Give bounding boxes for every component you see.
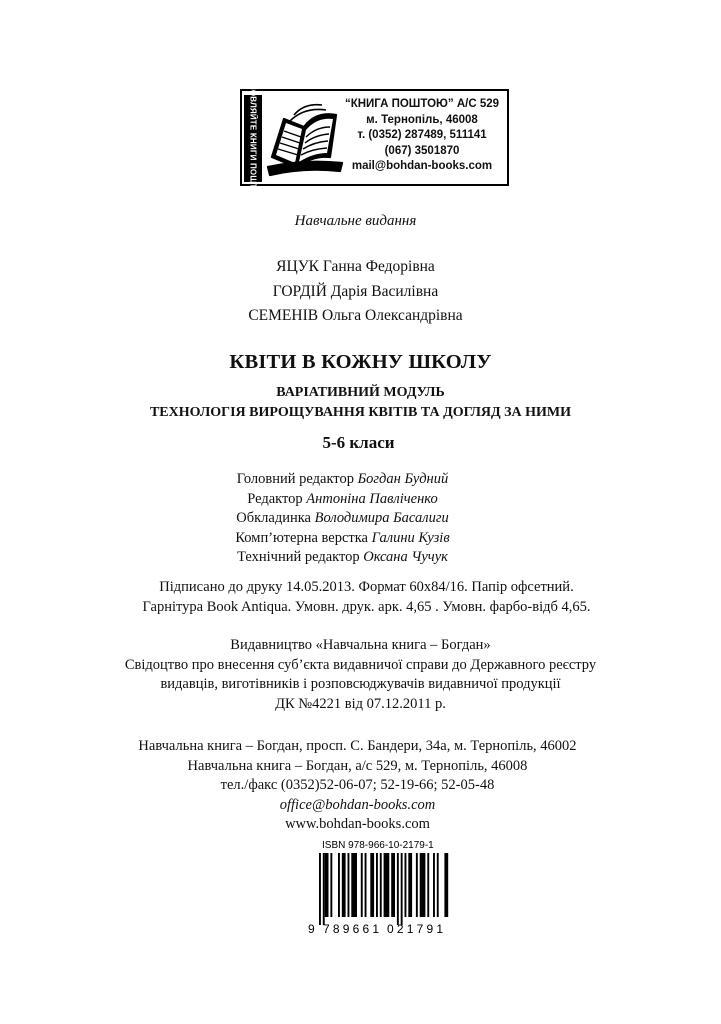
barcode-bar <box>397 853 399 925</box>
credit-line <box>0 548 703 568</box>
contact-address: Навчальна книга – Богдан, просп. С. Бандери, 34а, м. Тернопіль, 46002 <box>138 738 577 754</box>
barcode-group-right: 021791 <box>387 922 443 935</box>
barcode-bar <box>427 853 429 917</box>
barcode-bar <box>319 853 321 925</box>
barcode-bar <box>420 853 426 917</box>
stamp-line: “КНИГА ПОШТОЮ” А/С 529 <box>344 98 500 110</box>
edition-type: Навчальне видання <box>294 213 417 229</box>
barcode-bar <box>380 853 382 917</box>
print-info-line: Підписано до друку 14.05.2013. Формат 60х84/16. Папір офсетний. <box>159 579 574 595</box>
credit-role: Технічний редактор <box>237 549 360 565</box>
barcode-bar <box>433 853 435 917</box>
isbn-barcode <box>307 837 457 935</box>
author-name: Ганна Федорівна <box>322 258 435 275</box>
barcode-bars <box>319 853 448 925</box>
author-line <box>0 255 716 280</box>
author-line <box>0 304 716 329</box>
credit-line <box>0 529 703 549</box>
barcode-bar <box>351 853 357 917</box>
credit-role: Комп’ютерна верстка <box>235 529 368 546</box>
credit-line <box>0 470 703 490</box>
author-surname: ГОРДІЙ <box>272 282 327 300</box>
publisher-info <box>0 636 721 714</box>
print-info-line: Гарнітура Book Antiqua. Умовн. друк. арк. 4,65 . Умовн. фарбо-відб 4,65. <box>142 598 591 615</box>
barcode-bar <box>444 853 448 917</box>
barcode-bar <box>376 853 378 917</box>
credit-name: Володимира Басалиги <box>314 510 449 526</box>
author-name: Дарія Василівна <box>330 282 439 300</box>
barcode-bar <box>330 853 332 917</box>
credit-line <box>0 509 703 529</box>
credits <box>0 470 703 568</box>
author-surname: ЯЦУК <box>276 258 320 275</box>
credit-name: Антоніна Павліченко <box>306 490 438 507</box>
author-surname: СЕМЕНІВ <box>248 307 319 324</box>
credit-name: Богдан Будний <box>357 471 449 487</box>
barcode-bar <box>325 853 329 917</box>
contact-website[interactable]: www.bohdan-books.com <box>285 816 430 832</box>
stamp-contacts <box>337 97 507 175</box>
grades: 5-6 класи <box>322 433 395 452</box>
author-line <box>0 280 716 305</box>
author-name: Ольга Олександрівна <box>321 307 463 324</box>
credit-role: Головний редактор <box>236 471 354 487</box>
stamp-side-banner <box>244 71 262 206</box>
stamp-line: т. (0352) 287489, 511141 <box>357 129 487 142</box>
barcode-bar <box>391 853 395 917</box>
barcode-bar <box>338 853 340 917</box>
book-title: КВІТИ В КОЖНУ ШКОЛУ <box>229 351 492 373</box>
barcode-bar <box>408 853 412 917</box>
publisher-line: Свідоцтво про внесення суб’єкта видавничої справи до Державного реєстру <box>124 656 597 673</box>
authors <box>0 255 716 329</box>
credit-line <box>0 490 703 510</box>
barcode-bar <box>348 853 350 917</box>
barcode-bar <box>416 853 418 917</box>
barcode-bar <box>365 853 367 917</box>
barcode-bar <box>405 853 407 917</box>
credit-role: Редактор <box>247 490 303 507</box>
subtitle-module: ВАРІАТИВНИЙ МОДУЛЬ <box>276 385 445 400</box>
barcode-bar <box>437 853 439 917</box>
credit-name: Оксана Чучук <box>363 549 448 565</box>
subtitle-technology: ТЕХНОЛОГІЯ ВИРОЩУВАННЯ КВІТІВ ТА ДОГЛЯД ЗА НИМИ <box>149 405 572 420</box>
barcode-group-left: 789661 <box>323 922 379 935</box>
barcode-bar <box>401 853 403 925</box>
credit-name: Галини Кузів <box>371 529 450 546</box>
barcode-bar <box>361 853 363 917</box>
stamp-side-text: ЗАМОВЛЯЙТЕ КНИГИ ПОШТОЮ: <box>248 71 258 206</box>
publisher-line: ДК №4221 від 07.12.2011 р. <box>275 695 446 712</box>
stamp-line: mail@bohdan-books.com <box>351 160 493 173</box>
contact-phone: тел./факс (0352)52-06-07; 52-19-66; 52-05-48 <box>220 777 495 793</box>
contacts <box>0 737 718 835</box>
barcode-bar <box>370 853 374 917</box>
isbn-number: ISBN 978-966-10-2179-1 <box>322 840 434 851</box>
barcode-digit-first: 9 <box>308 922 315 935</box>
print-info <box>6 578 721 617</box>
publisher-line: видавців, виготівників і розповсюджувачів видавничої продукції <box>160 676 561 692</box>
barcode-bar <box>342 853 346 917</box>
stamp-line: (067) 3501870 <box>384 144 460 157</box>
open-book-icon <box>264 97 346 179</box>
contact-po-box: Навчальна книга – Богдан, а/с 529, м. Тернопіль, 46008 <box>187 757 528 774</box>
credit-role: Обкладинка <box>236 510 311 526</box>
stamp-line: м. Тернопіль, 46008 <box>366 113 478 126</box>
publisher-line: Видавництво «Навчальна книга – Богдан» <box>230 637 491 653</box>
barcode-graphic <box>307 837 457 935</box>
barcode-bar <box>323 853 325 925</box>
contact-email[interactable]: office@bohdan-books.com <box>279 796 436 813</box>
publisher-stamp <box>240 71 509 206</box>
barcode-bar <box>384 853 390 917</box>
